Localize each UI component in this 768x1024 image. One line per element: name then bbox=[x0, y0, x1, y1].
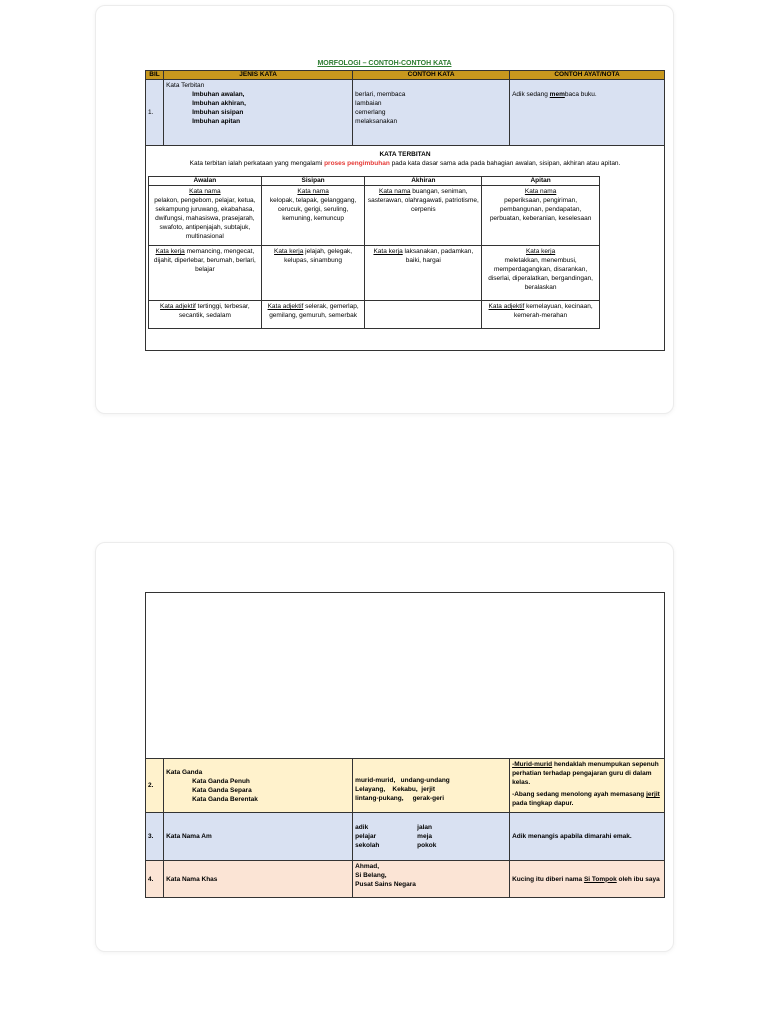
empty-cell bbox=[146, 593, 665, 759]
word: adik bbox=[355, 824, 369, 831]
cell-text: tertinggi, terbesar, secantik, sedalam bbox=[178, 303, 250, 319]
label: Kata kerja bbox=[525, 248, 556, 255]
label: Kata kerja bbox=[155, 248, 185, 255]
list-item: Imbuhan awalan, bbox=[192, 91, 245, 98]
cell-text: pelakon, pengebom, pelajar, ketua, sekampung juruwang, ekabahasa, dwifungsi, mahasiswa, prasejarah, swafoto, antipenjajah, subtajuk, multinasional bbox=[154, 197, 256, 240]
cell-nama-awalan bbox=[149, 186, 262, 246]
ayat-text: Kucing itu diberi nama bbox=[512, 875, 584, 883]
cell-text: buangan, seniman, sasterawan, olahragawati, patriotisme, cerpenis bbox=[367, 188, 479, 213]
ayat-text: oleh ibu saya bbox=[616, 875, 660, 883]
cell-kerja-awalan bbox=[149, 246, 262, 301]
document-page-2 bbox=[95, 542, 674, 952]
cell-nama-akhiran bbox=[365, 186, 482, 246]
list-item: lambaian bbox=[355, 100, 382, 107]
cell-kerja-apitan bbox=[482, 246, 600, 301]
header-jenis-kata: JENIS KATA bbox=[164, 71, 353, 80]
ayat-highlight: Si Tompok bbox=[583, 875, 617, 883]
list-item: Ahmad, bbox=[355, 863, 380, 870]
table-row-empty bbox=[146, 593, 665, 759]
list-item: Lelayang, Kekabu, jerjit bbox=[355, 786, 436, 793]
desc-text: pada kata dasar sama ada pada bahagian awalan, sisipan, akhiran atau apitan. bbox=[389, 160, 621, 167]
row-contoh-kata bbox=[353, 813, 510, 861]
list-item bbox=[355, 841, 507, 850]
cell-text: selerak, gemerlap, gemilang, gemuruh, semerbak bbox=[269, 303, 359, 319]
document-page-1 bbox=[95, 5, 674, 414]
list-item: Imbuhan akhiran, bbox=[192, 100, 246, 107]
header-contoh-kata: CONTOH KATA bbox=[353, 71, 510, 80]
row-contoh-kata bbox=[353, 861, 510, 898]
cell-text: kelopak, telapak, gelanggang, cerucuk, gerigi, seruling, kemuning, kemuncup bbox=[269, 197, 357, 222]
list-item: Si Belang, bbox=[355, 872, 387, 879]
list-item: Kata Ganda Separa bbox=[192, 787, 252, 794]
list-item bbox=[355, 832, 507, 841]
cell-text: peperiksaan, pengiriman, pembangunan, pendapatan, perbuatan, keberanian, keselesaan bbox=[489, 197, 592, 222]
cell-kerja-akhiran bbox=[365, 246, 482, 301]
cell-nama-apitan bbox=[482, 186, 600, 246]
table-row bbox=[146, 759, 665, 813]
row-contoh-ayat: Adik menangis apabila dimarahi emak. bbox=[510, 813, 665, 861]
label: Kata nama bbox=[524, 188, 557, 195]
morfologi-table bbox=[145, 70, 665, 351]
imbuhan-table bbox=[148, 176, 600, 329]
word: sekolah bbox=[355, 842, 380, 849]
row-jenis-kata bbox=[164, 759, 353, 813]
list-item: Kata Ganda Berentak bbox=[192, 796, 258, 803]
label: Kata nama bbox=[379, 188, 411, 195]
row-contoh-kata bbox=[353, 759, 510, 813]
kata-terbitan-title: KATA TERBITAN bbox=[379, 151, 431, 158]
row-contoh-ayat bbox=[510, 861, 665, 898]
label: Kata adjektif bbox=[160, 303, 196, 310]
cell-text: kemelayuan, kecinaan, kemerah-merahan bbox=[514, 303, 593, 319]
row-bil: 4. bbox=[146, 861, 164, 898]
table-row bbox=[146, 813, 665, 861]
cell-adjektif-akhiran bbox=[365, 301, 482, 329]
list-item: Pusat Sains Negara bbox=[355, 881, 416, 888]
row-jenis-kata: Kata Nama Am bbox=[164, 813, 353, 861]
table-row bbox=[146, 861, 665, 898]
desc-highlight: proses pengimbuhan bbox=[324, 160, 390, 167]
row-contoh-kata bbox=[353, 80, 510, 146]
word: pelajar bbox=[355, 833, 377, 840]
table-row bbox=[149, 246, 600, 301]
list-item: melaksanakan bbox=[355, 118, 398, 125]
label: Kata kerja bbox=[274, 248, 304, 255]
ayat-text: baca buku. bbox=[564, 91, 597, 98]
cell-text: laksanakan, padamkan, baiki, hargai bbox=[402, 248, 474, 264]
word: jalan bbox=[417, 824, 432, 831]
ayat-highlight: jerjit bbox=[646, 791, 660, 798]
list-item: Imbuhan apitan bbox=[192, 118, 241, 125]
list-item: cemerlang bbox=[355, 109, 386, 116]
table-row bbox=[149, 186, 600, 246]
ayat-highlight: mem bbox=[549, 91, 565, 98]
kata-terbitan-description bbox=[148, 159, 662, 168]
ayat-text: hendaklah menumpukan sepenuh perhatian terhadap pengajaran guru di dalam kelas. bbox=[512, 761, 659, 786]
desc-text: Kata terbitan ialah perkataan yang mengalami bbox=[189, 160, 325, 167]
row-contoh-ayat bbox=[510, 759, 665, 813]
table-row bbox=[146, 146, 665, 351]
header-awalan: Awalan bbox=[149, 177, 262, 186]
row-bil: 2. bbox=[146, 759, 164, 813]
ayat-highlight: -Murid-murid bbox=[512, 761, 553, 768]
row-heading: Kata Terbitan bbox=[166, 82, 205, 89]
table-row bbox=[146, 80, 665, 146]
cell-kerja-sisipan bbox=[261, 246, 365, 301]
row-bil: 1. bbox=[146, 80, 164, 146]
word: pokok bbox=[417, 842, 437, 849]
row-jenis-kata: Kata Nama Khas bbox=[164, 861, 353, 898]
header-contoh-ayat: CONTOH AYAT/NOTA bbox=[510, 71, 665, 80]
word: meja bbox=[417, 833, 432, 840]
header-bil: BIL bbox=[146, 71, 164, 80]
list-item: Kata Ganda Penuh bbox=[192, 778, 250, 785]
ayat-text: Adik sedang bbox=[512, 91, 550, 98]
label: Kata kerja bbox=[373, 248, 403, 255]
label: Kata adjektif bbox=[267, 303, 304, 310]
list-item bbox=[355, 823, 507, 832]
table-header-row bbox=[146, 71, 665, 80]
table-row bbox=[149, 301, 600, 329]
cell-adjektif-sisipan bbox=[261, 301, 365, 329]
list-item: lintang-pukang, gerak-geri bbox=[355, 795, 445, 802]
row-bil: 3. bbox=[146, 813, 164, 861]
list-item: Imbuhan sisipan bbox=[192, 109, 244, 116]
cell-text: jelajah, gelegak, kelupas, sinambung bbox=[284, 248, 353, 264]
ayat-text: pada tingkap dapur. bbox=[512, 800, 574, 807]
cell-text: memancing, mengecat, dijahit, diperlebar, berumah, berlari, belajar bbox=[153, 248, 256, 273]
document-title: MORFOLOGI – CONTOH-CONTOH KATA bbox=[317, 60, 452, 67]
morfologi-table-continued bbox=[145, 592, 665, 898]
header-sisipan: Sisipan bbox=[261, 177, 365, 186]
row-heading: Kata Ganda bbox=[166, 769, 203, 776]
cell-adjektif-awalan bbox=[149, 301, 262, 329]
cell-nama-sisipan bbox=[261, 186, 365, 246]
imbuhan-header-row bbox=[149, 177, 600, 186]
list-item: berlari, membaca bbox=[355, 91, 406, 98]
row-contoh-ayat bbox=[510, 80, 665, 146]
ayat-text: -Abang sedang menolong ayah memasang bbox=[512, 791, 647, 798]
list-item: murid-murid, undang-undang bbox=[355, 777, 450, 784]
header-akhiran: Akhiran bbox=[365, 177, 482, 186]
kata-terbitan-section bbox=[146, 146, 665, 351]
label: Kata nama bbox=[189, 188, 221, 195]
row-jenis-kata bbox=[164, 80, 353, 146]
label: Kata adjektif bbox=[488, 303, 525, 310]
header-apitan: Apitan bbox=[482, 177, 600, 186]
cell-text: meletakkan, menembusi, memperdagangkan, disarankan, diserlai, diperalatkan, bergandingan, beralaskan bbox=[488, 257, 593, 291]
label: Kata nama bbox=[297, 188, 329, 195]
cell-adjektif-apitan bbox=[482, 301, 600, 329]
